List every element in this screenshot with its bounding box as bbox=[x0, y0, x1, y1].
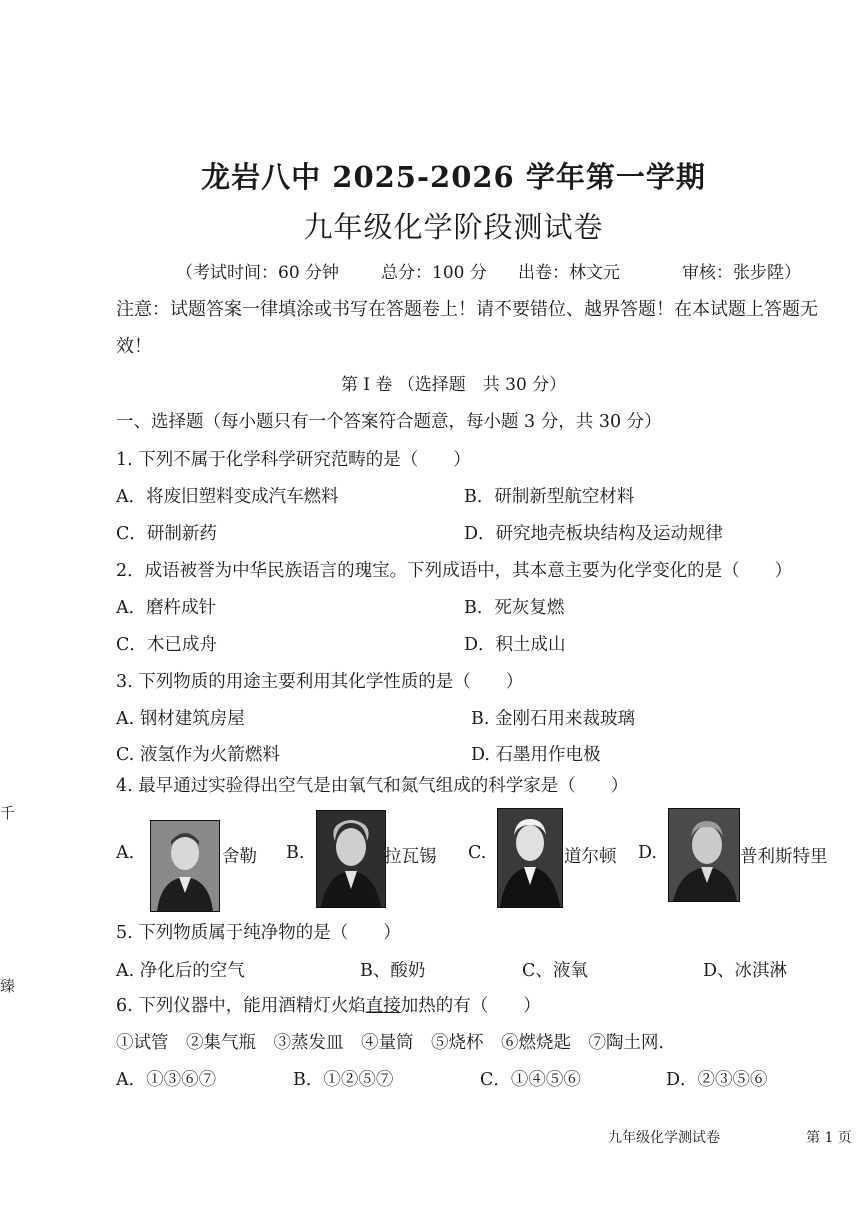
footer-page-number: 第 1 页 bbox=[806, 1130, 852, 1146]
question-4-option-a-name: 舍勒 bbox=[222, 847, 257, 867]
question-6-stem-emphasis: 直接 bbox=[365, 996, 401, 1016]
question-4-option-d-letter: D. bbox=[638, 843, 657, 863]
question-2-option-d: D．积土成山 bbox=[464, 635, 566, 655]
question-1-stem: 1. 下列不属于化学科学研究范畴的是（ ） bbox=[116, 450, 471, 470]
question-4-option-c-letter: C. bbox=[468, 843, 487, 863]
question-2-stem: 2．成语被誉为中华民族语言的瑰宝。下列成语中，其本意主要为化学变化的是（ ） bbox=[116, 561, 793, 581]
total-score: 总分：100 分 bbox=[381, 263, 487, 283]
exam-time: （考试时间：60 分钟 bbox=[176, 263, 340, 283]
section-title: 第 I 卷 （选择题 共 30 分） bbox=[340, 375, 567, 395]
exam-title: 龙岩八中 2025-2026 学年第一学期 bbox=[201, 160, 706, 194]
question-4-option-b-letter: B. bbox=[286, 843, 305, 863]
scientist-dalton-portrait bbox=[497, 808, 563, 908]
question-1-option-c: C．研制新药 bbox=[116, 524, 217, 544]
question-4-option-c-name: 道尔顿 bbox=[564, 847, 617, 867]
question-3-option-d: D. 石墨用作电极 bbox=[471, 745, 601, 765]
question-1-option-a: A．将废旧塑料变成汽车燃料 bbox=[116, 487, 339, 507]
question-5-option-a: A. 净化后的空气 bbox=[116, 961, 245, 981]
margin-mark-bottom: 臻 bbox=[0, 977, 16, 995]
question-5-option-b: B、酸奶 bbox=[360, 961, 426, 981]
part-title: 一、选择题（每小题只有一个答案符合题意，每小题 3 分，共 30 分） bbox=[116, 412, 662, 432]
question-5-option-d: D、冰淇淋 bbox=[703, 961, 788, 981]
question-6-option-d: D．②③⑤⑥ bbox=[666, 1070, 768, 1090]
paper-reviewer: 审核：张步陞） bbox=[682, 263, 801, 283]
exam-subtitle: 九年级化学阶段测试卷 bbox=[303, 210, 604, 244]
scientist-priestley-portrait bbox=[668, 808, 740, 902]
question-6-stem bbox=[116, 992, 541, 1017]
question-3-option-c: C. 液氢作为火箭燃料 bbox=[116, 745, 280, 765]
question-6-option-c: C．①④⑤⑥ bbox=[480, 1070, 581, 1090]
footer-paper-name: 九年级化学测试卷 bbox=[608, 1130, 720, 1146]
question-3-stem: 3. 下列物质的用途主要利用其化学性质的是（ ） bbox=[116, 672, 524, 692]
question-4-option-a-letter: A. bbox=[116, 843, 135, 863]
notice-text: 注意：试题答案一律填涂或书写在答题卷上！请不要错位、越界答题！在本试题上答题无效！ bbox=[116, 299, 818, 357]
question-4-stem: 4. 最早通过实验得出空气是由氧气和氮气组成的科学家是（ ） bbox=[116, 776, 629, 796]
question-6-option-b: B．①②⑤⑦ bbox=[293, 1070, 394, 1090]
question-4-option-d-name: 普利斯特里 bbox=[740, 847, 828, 867]
question-2-option-a: A．磨杵成针 bbox=[116, 598, 217, 618]
paper-author: 出卷：林文元 bbox=[518, 263, 620, 283]
question-6-stem-after: 加热的有（ ） bbox=[400, 996, 541, 1016]
question-5-stem: 5. 下列物质属于纯净物的是（ ） bbox=[116, 923, 401, 943]
question-4-option-b-name: 拉瓦锡 bbox=[384, 847, 437, 867]
question-3-option-b: B. 金刚石用来裁玻璃 bbox=[471, 709, 635, 729]
scientist-lavoisier-portrait bbox=[316, 810, 386, 908]
question-1-option-b: B．研制新型航空材料 bbox=[464, 487, 635, 507]
question-1-option-d: D．研究地壳板块结构及运动规律 bbox=[464, 524, 724, 544]
question-2-option-c: C．木已成舟 bbox=[116, 635, 217, 655]
question-6-option-a: A．①③⑥⑦ bbox=[116, 1070, 217, 1090]
scientist-scheele-portrait bbox=[150, 820, 220, 912]
question-2-option-b: B．死灰复燃 bbox=[464, 598, 565, 618]
margin-mark-top: 千 bbox=[0, 804, 16, 822]
question-6-stem-before: 6. 下列仪器中，能用酒精灯火焰 bbox=[116, 996, 366, 1016]
question-6-instruments: ①试管 ②集气瓶 ③蒸发皿 ④量筒 ⑤烧杯 ⑥燃烧匙 ⑦陶土网． bbox=[116, 1033, 676, 1053]
question-5-option-c: C、液氧 bbox=[522, 961, 588, 981]
question-3-option-a: A. 钢材建筑房屋 bbox=[116, 709, 245, 729]
